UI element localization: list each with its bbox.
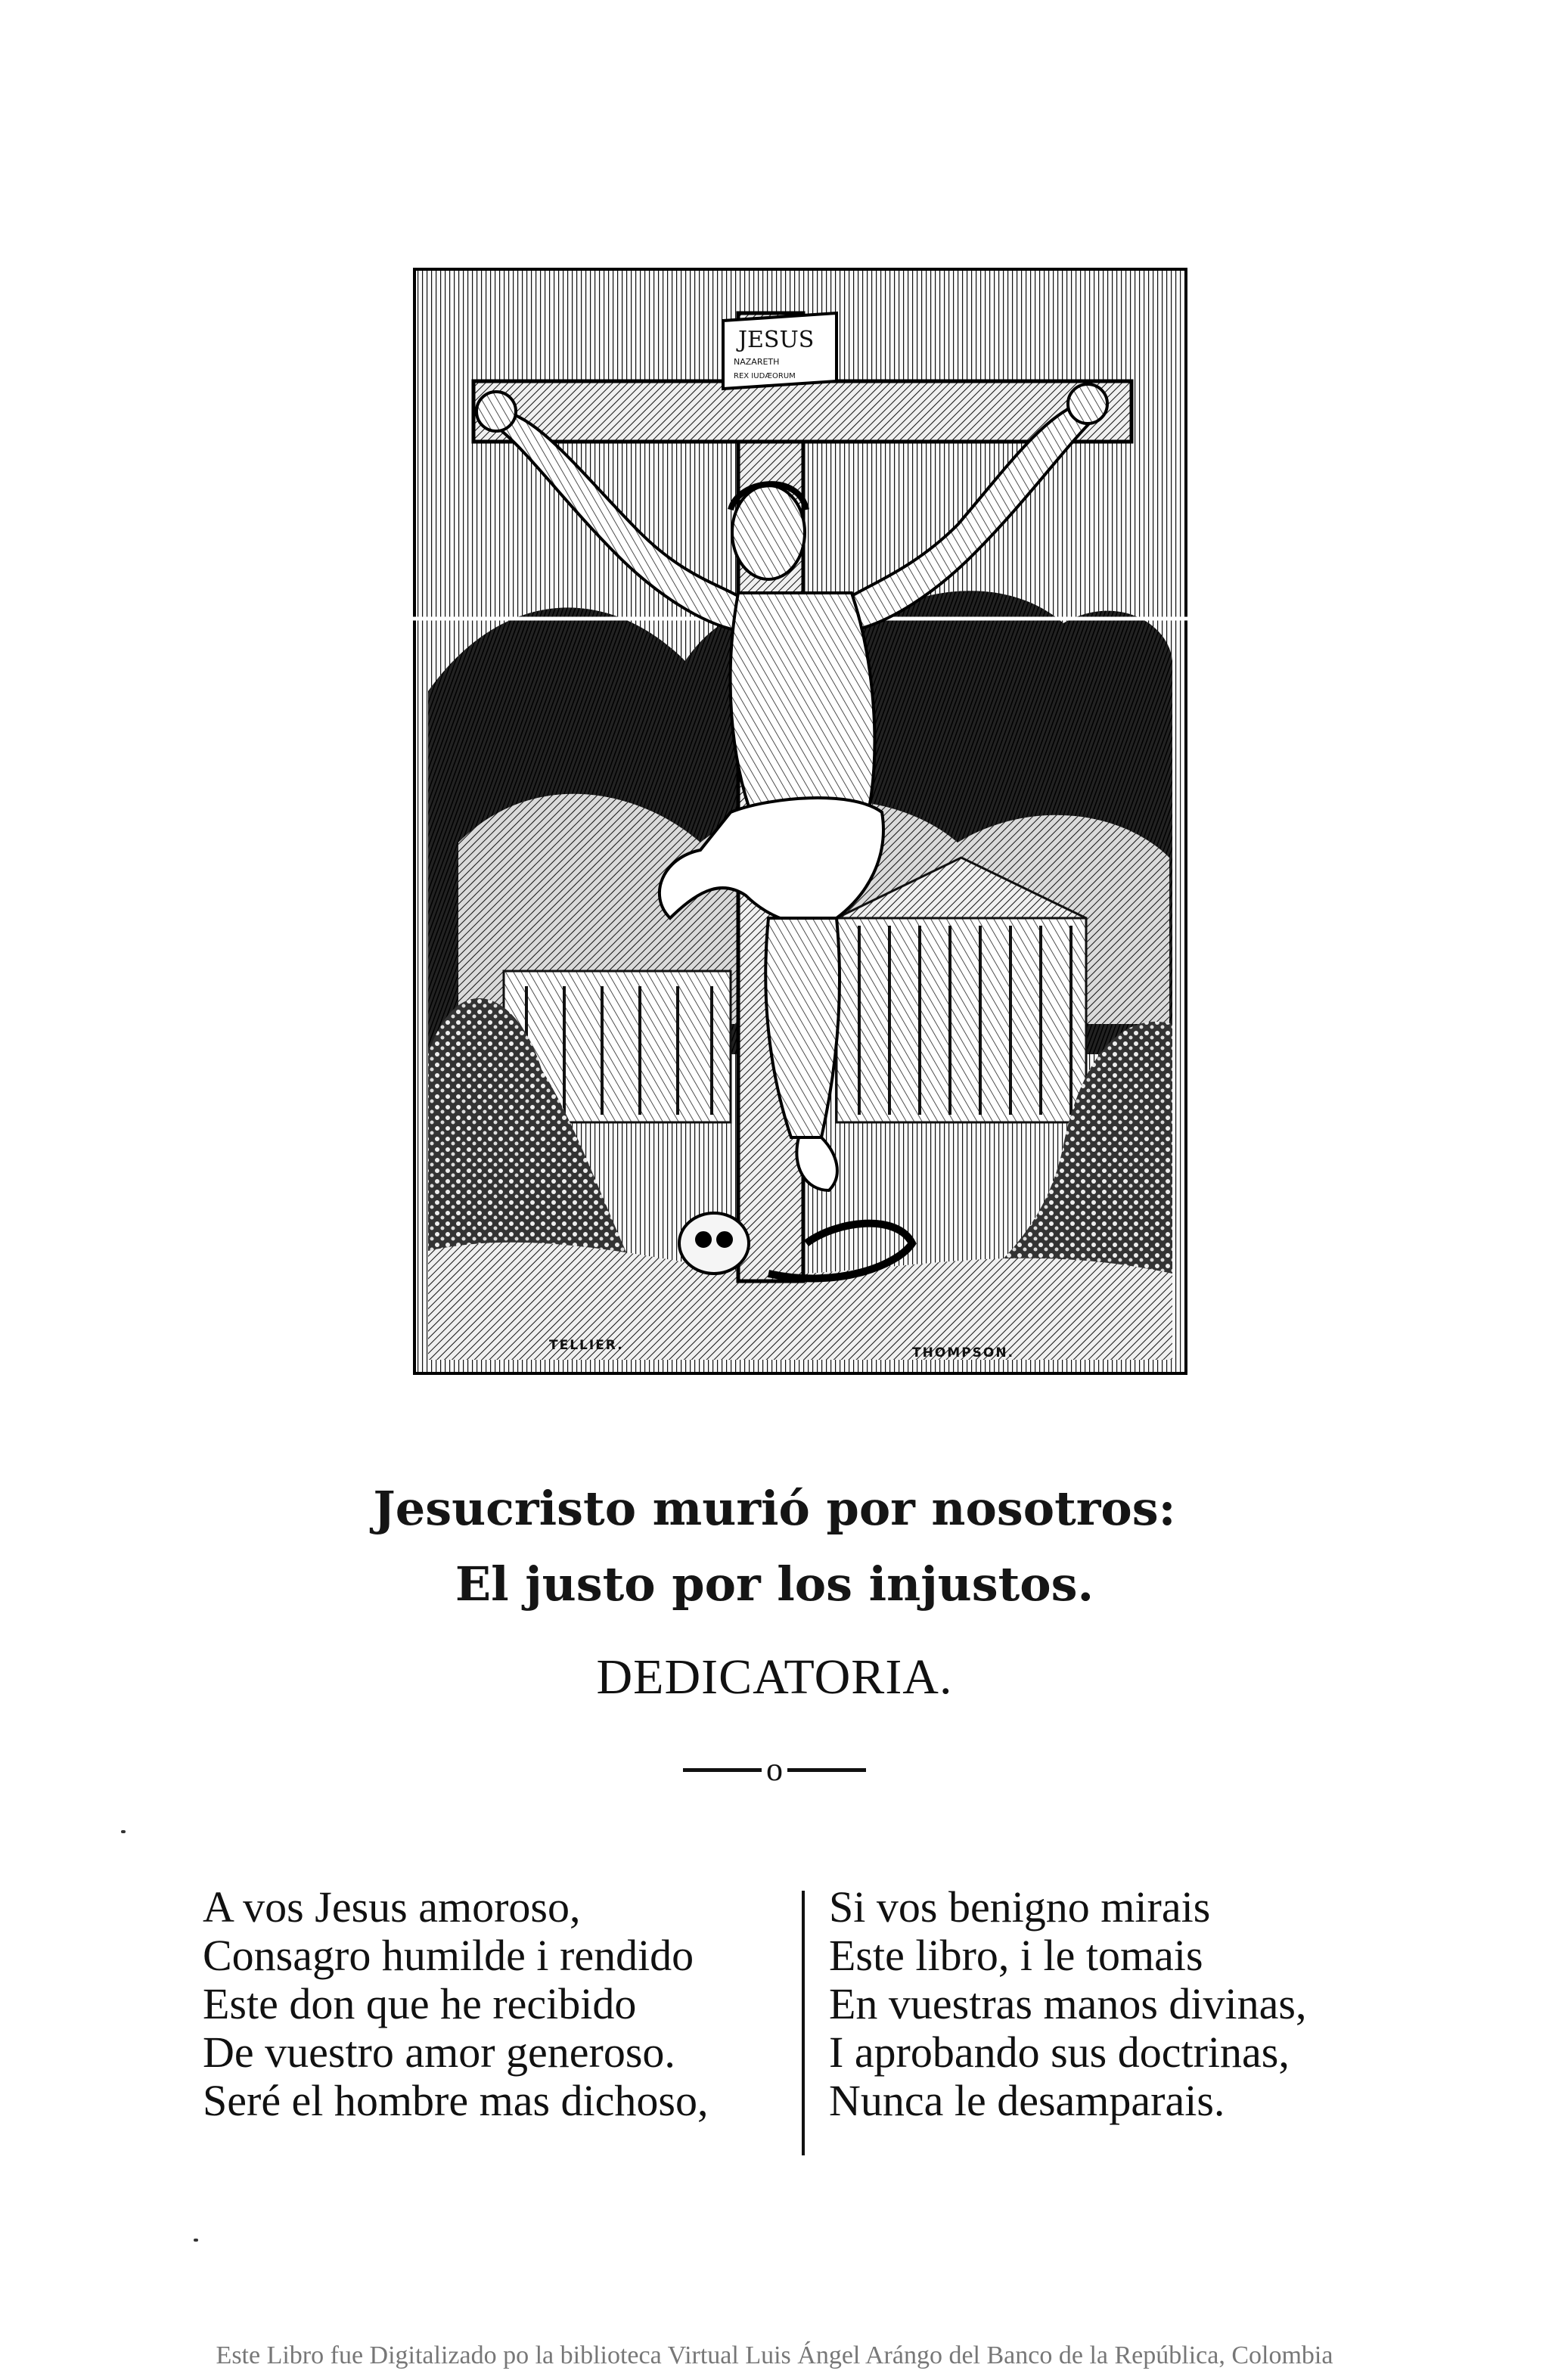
column-divider (802, 1891, 805, 2155)
section-ornament (0, 1753, 1549, 1786)
poem-column-left (203, 1883, 793, 2125)
poem-line: Este don que he recibido (203, 1979, 637, 2028)
poem-line: De vuestro amor generoso. (203, 2028, 675, 2077)
titulus-line-2: NAZARETH (734, 357, 780, 367)
poem-line: Seré el hombre mas dichoso, (203, 2076, 709, 2125)
poem-line: Este libro, i le tomais (829, 1931, 1203, 1980)
poem-line: En vuestras manos divinas, (829, 1979, 1307, 2028)
poem-column-right (829, 1883, 1495, 2125)
engraver-signature-left: TELLIER. (549, 1338, 624, 1353)
caption-line-1: Jesucristo murió por nosotros: (373, 1481, 1176, 1536)
ornament-rule-left (683, 1768, 762, 1772)
ornament-mark: o (766, 1751, 783, 1788)
poem-line: Consagro humilde i rendido (203, 1931, 694, 1980)
poem-line: I aprobando sus doctrinas, (829, 2028, 1290, 2077)
poem-line: A vos Jesus amoroso, (203, 1882, 581, 1932)
poem-line: Si vos benigno mirais (829, 1882, 1211, 1932)
caption-line-2: El justo por los injustos. (455, 1556, 1094, 1612)
titulus-line-1: JESUS (738, 327, 815, 353)
crucifixion-engraving (413, 268, 1187, 1375)
dedication-heading: DEDICATORIA. (596, 1649, 953, 1705)
engraving-illustration (413, 268, 1187, 1375)
engraver-signature-right: THOMPSON. (912, 1345, 1015, 1361)
titulus-line-3: REX IUDÆORUM (734, 372, 796, 380)
digitization-footer: Este Libro fue Digitalizado po la biblioteca Virtual Luis Ángel Arángo del Banco de la República, Colombia (216, 2341, 1333, 2369)
poem-line: Nunca le desamparais. (829, 2076, 1225, 2125)
ornament-rule-right (787, 1768, 866, 1772)
print-speck (194, 2239, 198, 2242)
print-speck (121, 1830, 126, 1833)
titulus-sign (723, 313, 837, 389)
